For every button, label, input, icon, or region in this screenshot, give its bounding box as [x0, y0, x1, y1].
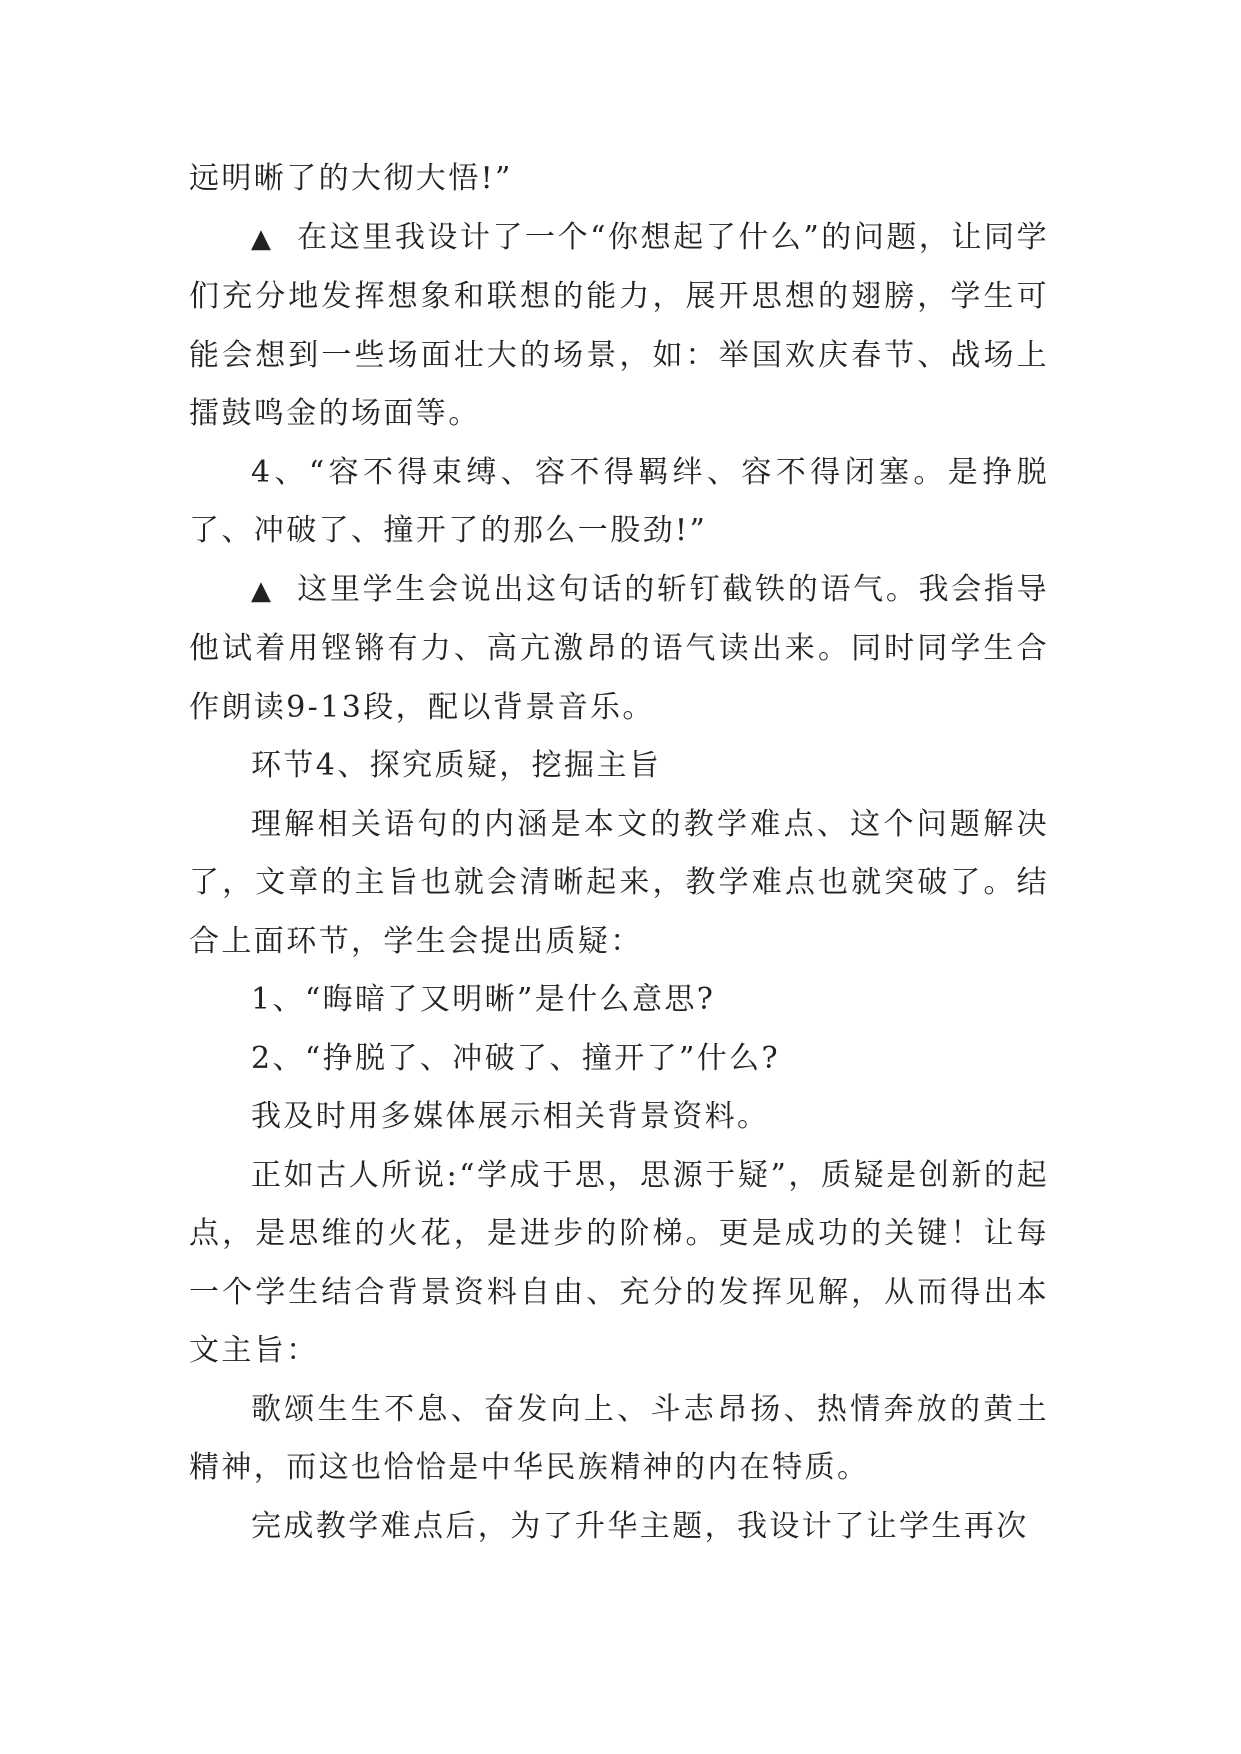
- paragraph-triangle-note: [189, 209, 1049, 444]
- paragraph: 理解相关语句的内涵是本文的教学难点、这个问题解决了，文章的主旨也就会清晰起来，教学难点也就突破了。结合上面环节，学生会提出质疑：: [189, 806, 1049, 959]
- question-item-2: 2、“挣脱了、冲破了、撞开了”什么?: [251, 1040, 781, 1076]
- section-heading: 环节4、探究质疑，挖掘主旨: [251, 748, 662, 783]
- paragraph: 我及时用多媒体展示相关背景资料。: [251, 1099, 770, 1134]
- triangle-bullet-icon: ▲: [251, 575, 271, 606]
- question-item-1: 1、“晦暗了又明晰”是什么意思?: [251, 982, 716, 1017]
- paragraph-text: 在这里我设计了一个“你想起了什么”的问题，让同学们充分地发挥想象和联想的能力，展开思想的翅膀，学生可能会想到一些场面壮大的场景，如：举国欢庆春节、战场上擂鼓鸣金的场面等。: [189, 219, 1049, 431]
- paragraph-triangle-note: [189, 561, 1049, 738]
- document-body: [189, 150, 1049, 1556]
- paragraph: 正如古人所说:“学成于思，思源于疑”，质疑是创新的起点，是思维的火花，是进步的阶梯。更是成功的关键！让每一个学生结合背景资料自由、充分的发挥见解，从而得出本文主旨：: [189, 1157, 1049, 1368]
- triangle-bullet-icon: ▲: [251, 223, 271, 254]
- paragraph-quote-4: 4、“容不得束缚、容不得羁绊、容不得闭塞。是挣脱了、冲破了、撞开了的那么一股劲!”: [189, 454, 1049, 548]
- paragraph: 完成教学难点后，为了升华主题，我设计了让学生再次: [251, 1508, 1029, 1544]
- paragraph-continuation: 远明晰了的大彻大悟!”: [189, 161, 513, 196]
- paragraph-text: 这里学生会说出这句话的斩钉截铁的语气。我会指导他试着用铿锵有力、高亢激昂的语气读出来。同时同学生合作朗读9-13段，配以背景音乐。: [189, 571, 1049, 725]
- paragraph: 歌颂生生不息、奋发向上、斗志昂扬、热情奔放的黄土精神，而这也恰恰是中华民族精神的内在特质。: [189, 1391, 1049, 1485]
